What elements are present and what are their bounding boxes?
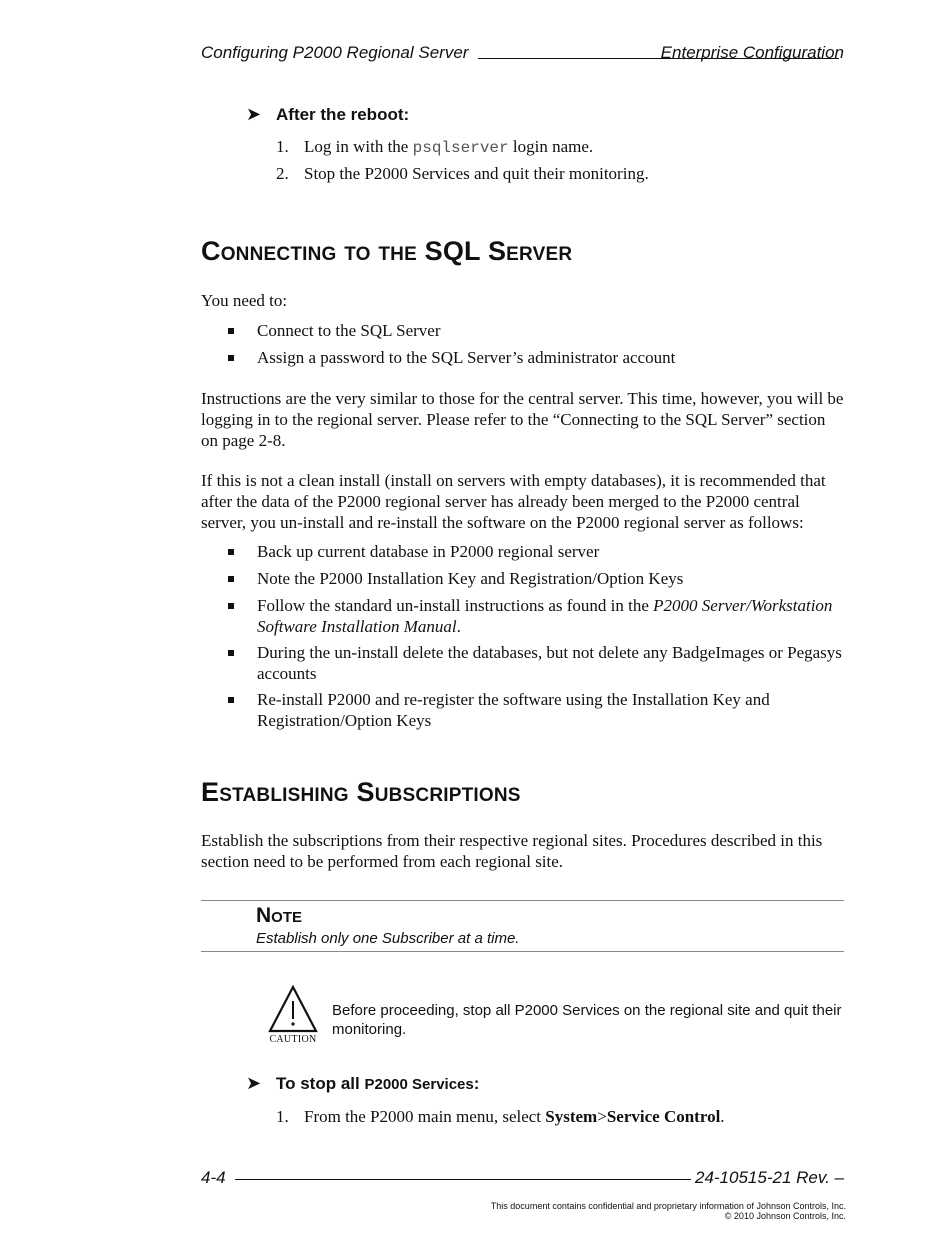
menu-path-separator: > <box>597 1107 607 1126</box>
procedure-heading-text: P2000 Services <box>364 1076 474 1093</box>
step-text-part: From the P2000 main menu, select <box>304 1107 546 1126</box>
step-number: 2. <box>276 164 289 183</box>
arrow-icon: ➤ <box>246 1073 262 1093</box>
step-text-part: Log in with the <box>304 137 413 156</box>
list-item-text: Connect to the SQL Server <box>257 321 441 340</box>
section-heading-establishing-subscriptions: Establishing Subscriptions <box>201 777 521 807</box>
step-text <box>304 137 593 157</box>
procedure-heading-after-reboot <box>246 104 409 125</box>
caution-text: Before proceeding, stop all P2000 Services on the regional site and quit their monitoring. <box>332 1002 842 1038</box>
list-item-text-part: Follow the standard un-install instructions as found in the <box>257 596 654 615</box>
step-text: Stop the P2000 Services and quit their monitoring. <box>304 164 649 183</box>
note-text: Establish only one Subscriber at a time. <box>256 930 520 947</box>
caution-label: CAUTION <box>269 1034 317 1045</box>
procedure-heading-text: After the reboot: <box>276 105 410 124</box>
list-item-text: During the un-install delete the databases, but not delete any BadgeImages or Pegasys accounts <box>257 643 842 683</box>
arrow-icon: ➤ <box>246 104 262 124</box>
caution-icon <box>267 984 319 1046</box>
note-bottom-rule <box>201 951 844 952</box>
list-item-text: Note the P2000 Installation Key and Registration/Option Keys <box>257 569 684 588</box>
page-number: 4-4 <box>201 1168 226 1187</box>
section-heading-connecting-sql: Connecting to the SQL Server <box>201 236 573 266</box>
step-number: 1. <box>276 1107 289 1126</box>
procedure-heading-text: To stop all <box>276 1074 365 1093</box>
bullet-square-icon <box>228 355 234 361</box>
procedure-heading-stop-services <box>246 1073 479 1094</box>
running-header <box>201 43 844 65</box>
step-text-part: . <box>720 1107 725 1126</box>
paragraph-subscriptions: Establish the subscriptions from their respective regional sites. Procedures described in this section need to be performed from each regional site. <box>201 831 823 871</box>
confidentiality-notice: This document contains confidential and proprietary information of Johnson Controls, Inc. <box>490 1201 846 1211</box>
procedure-heading-text: : <box>473 1074 480 1093</box>
note-top-rule <box>201 900 844 901</box>
footer-rule <box>235 1179 691 1180</box>
bullet-square-icon <box>228 697 234 703</box>
login-name-code: psqlserver <box>412 139 509 157</box>
menu-path-system: System <box>545 1107 598 1126</box>
note-title: Note <box>256 904 303 927</box>
list-item-text: Back up current database in P2000 regional server <box>257 542 600 561</box>
paragraph-clean-install: If this is not a clean install (install on servers with empty databases), it is recommended that after the data of the P2000 regional server has already been merged to the P2000 central server, you un-install and re-install the software on the P2000 regional server as follows: <box>201 471 826 532</box>
header-chapter-title: Configuring P2000 Regional Server <box>201 43 469 62</box>
bullet-square-icon <box>228 603 234 609</box>
paragraph-instructions: Instructions are the very similar to those for the central server. This time, however, you will be logging in to the regional server. Please refer to the “Connecting to the SQL Server” section on page 2-8. <box>201 389 844 450</box>
warning-triangle-icon <box>267 984 319 1034</box>
bullet-square-icon <box>228 328 234 334</box>
step-text-part: login name. <box>508 137 594 156</box>
bullet-square-icon <box>228 650 234 656</box>
copyright-notice: © 2010 Johnson Controls, Inc. <box>724 1211 846 1221</box>
bullet-square-icon <box>228 549 234 555</box>
list-item-text: Re-install P2000 and re-register the software using the Installation Key and Registration/Option Keys <box>257 690 770 730</box>
manual-title: P2000 Server/Workstation Software Installation Manual <box>257 596 833 636</box>
header-section-title: Enterprise Configuration <box>660 43 844 62</box>
step-text <box>304 1107 725 1127</box>
document-number: 24-10515-21 Rev. – <box>694 1168 844 1187</box>
step-number: 1. <box>276 137 289 156</box>
bullet-square-icon <box>228 576 234 582</box>
intro-text: You need to: <box>201 291 288 310</box>
list-item-text <box>257 595 845 637</box>
list-item-text: Assign a password to the SQL Server’s administrator account <box>257 348 676 367</box>
menu-path-service-control: Service Control <box>606 1107 721 1126</box>
list-item-text-part: . <box>456 617 461 636</box>
